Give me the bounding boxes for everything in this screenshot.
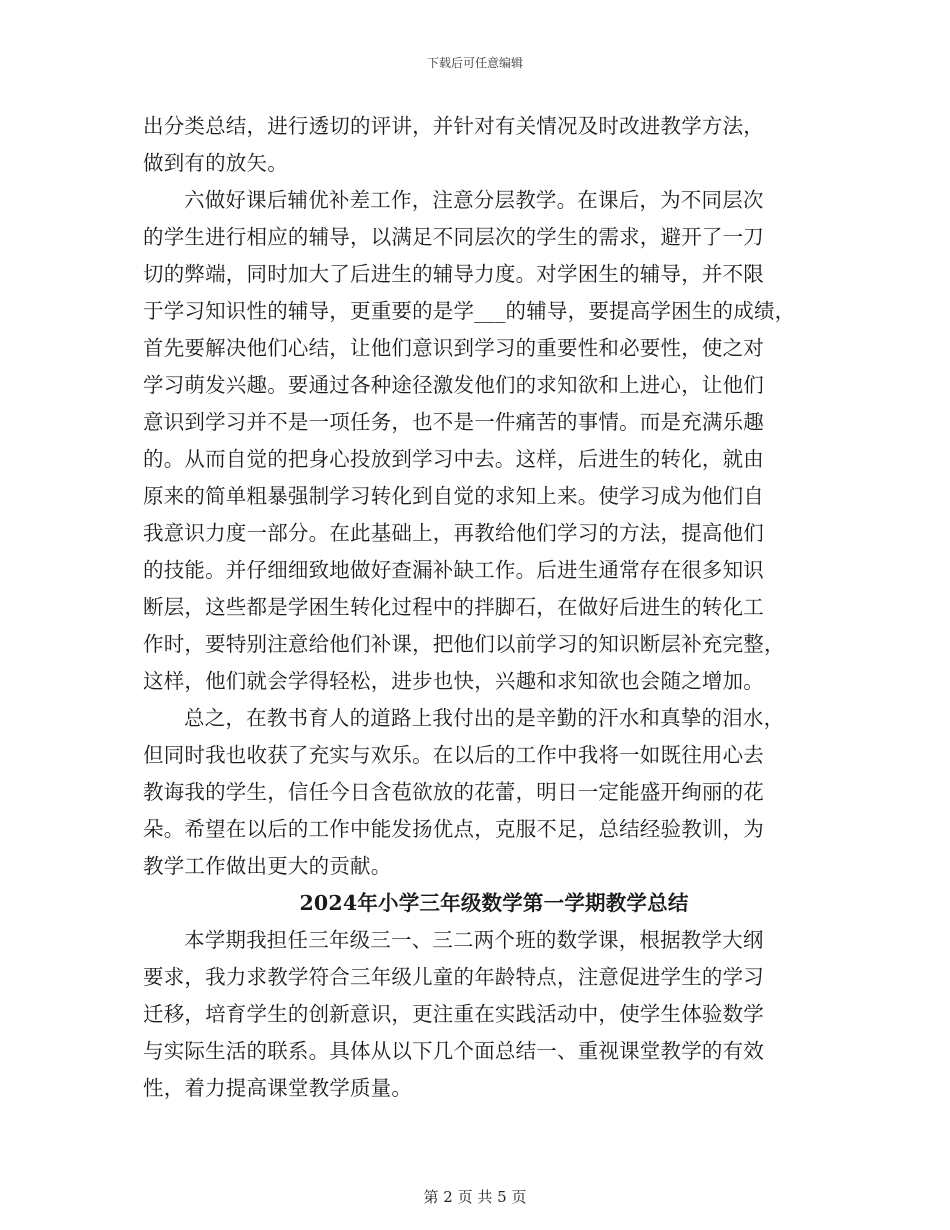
- text-line: 但同时我也收获了充实与欢乐。在以后的工作中我将一如既往用心去: [143, 743, 764, 767]
- paragraph-start-line: 总之，在教书育人的道路上我付出的是辛勤的汗水和真挚的泪水，: [184, 706, 785, 730]
- text-line: 切的弊端，同时加大了后进生的辅导力度。对学困生的辅导，并不限: [143, 262, 764, 286]
- text-line: 的。从而自觉的把身心投放到学习中去。这样，后进生的转化，就由: [143, 447, 764, 471]
- text-line: 于学习知识性的辅导，更重要的是学___的辅导，要提高学困生的成绩，: [143, 299, 796, 323]
- text-line: 这样，他们就会学得轻松，进步也快，兴趣和求知欲也会随之增加。: [143, 669, 764, 693]
- text-line: 原来的简单粗暴强制学习转化到自觉的求知上来。使学习成为他们自: [143, 484, 764, 508]
- text-line: 迁移，培育学生的创新意识，更注重在实践活动中，使学生体验数学: [143, 1002, 764, 1026]
- text-line: 我意识力度一部分。在此基础上，再教给他们学习的方法，提高他们: [143, 521, 764, 545]
- text-line: 意识到学习并不是一项任务，也不是一件痛苦的事情。而是充满乐趣: [143, 410, 764, 434]
- text-line: 断层，这些都是学困生转化过程中的拌脚石，在做好后进生的转化工: [143, 595, 764, 619]
- text-line: 的学生进行相应的辅导，以满足不同层次的学生的需求，避开了一刀: [143, 225, 764, 249]
- paragraph-start-line: 六做好课后辅优补差工作，注意分层教学。在课后，为不同层次: [184, 188, 764, 212]
- text-line: 作时，要特别注意给他们补课，把他们以前学习的知识断层补充完整，: [143, 632, 785, 656]
- text-line: 教诲我的学生，信任今日含苞欲放的花蕾，明日一定能盛开绚丽的花: [143, 780, 764, 804]
- text-line: 首先要解决他们心结，让他们意识到学习的重要性和必要性，使之对: [143, 336, 764, 360]
- text-line: 做到有的放矢。: [143, 151, 288, 175]
- text-line: 要求，我力求教学符合三年级儿童的年龄特点，注意促进学生的学习: [143, 965, 764, 989]
- text-line: 出分类总结，进行透切的评讲，并针对有关情况及时改进教学方法，: [143, 114, 764, 138]
- page-footer: 第 2 页 共 5 页: [423, 1188, 527, 1206]
- section-heading: 2024年小学三年级数学第一学期教学总结: [299, 891, 689, 915]
- text-line: 教学工作做出更大的贡献。: [143, 854, 392, 878]
- page-header: 下载后可任意编辑: [426, 56, 523, 70]
- text-line: 与实际生活的联系。具体从以下几个面总结一、重视课堂教学的有效: [143, 1039, 764, 1063]
- text-line: 性，着力提高课堂教学质量。: [143, 1076, 413, 1100]
- paragraph-start-line: 本学期我担任三年级三一、三二两个班的数学课，根据教学大纲: [184, 928, 764, 952]
- text-line: 学习萌发兴趣。要通过各种途径激发他们的求知欲和上进心，让他们: [143, 373, 764, 397]
- text-line: 的技能。并仔细细致地做好查漏补缺工作。后进生通常存在很多知识: [143, 558, 764, 582]
- text-line: 朵。希望在以后的工作中能发扬优点，克服不足，总结经验教训，为: [143, 817, 764, 841]
- document-body: [143, 108, 815, 1107]
